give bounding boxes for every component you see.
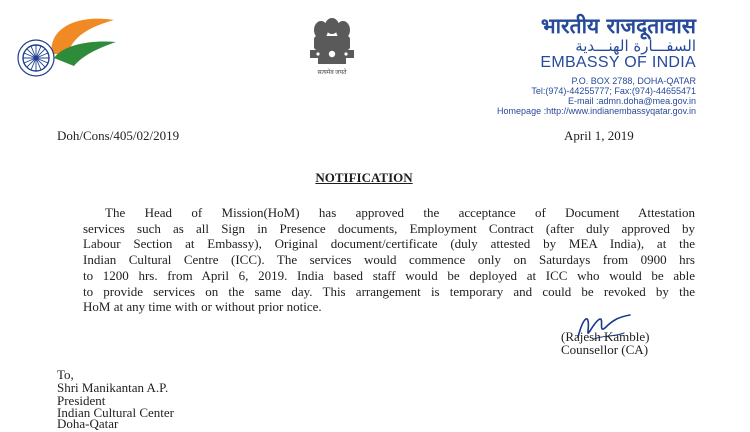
signatory-name: (Rajesh Kamble) xyxy=(561,329,650,344)
embassy-name-english: EMBASSY OF INDIA xyxy=(540,54,696,71)
letter-date: April 1, 2019 xyxy=(564,128,634,143)
embassy-tel-fax: Tel:(974)-44255777; Fax:(974)-44655471 xyxy=(531,86,696,96)
signatory-title: Counsellor (CA) xyxy=(561,342,649,357)
notification-title: NOTIFICATION xyxy=(315,170,413,185)
embassy-address: P.O. BOX 2788, DOHA-QATAR xyxy=(571,76,696,86)
to-label: To, xyxy=(57,367,74,382)
embassy-email[interactable]: E-mail :admn.doha@mea.gov.in xyxy=(567,96,696,106)
embassy-homepage[interactable]: Homepage :http://www.indianembassyqatar.gov.in xyxy=(497,106,696,116)
embassy-name-hindi: भारतीय राजदूतावास xyxy=(540,14,696,38)
body-line: services such as all Sign in Presence documents, Employment Contract (after duly approved by xyxy=(83,220,695,236)
body-line: The Head of Mission(HoM) has approved the acceptance of Document Attestation xyxy=(105,205,695,220)
emblem-motto: सत्यमेव जयते xyxy=(317,70,347,76)
addressee-line: Indian Cultural Center xyxy=(57,405,174,420)
freedom-logo xyxy=(8,14,124,82)
addressee-line: Shri Manikantan A.P. xyxy=(57,380,169,395)
addressee-line: President xyxy=(57,393,106,408)
body-line: to provide services on the same day. This arrangement is temporary and could be revoked by the xyxy=(83,283,695,299)
body-line: HoM at any time with or without prior notice. xyxy=(83,299,322,315)
body-line: Labour Section at Embassy), Original document/certificate (duly attested by MEA India), at the xyxy=(83,236,695,252)
reference-number: Doh/Cons/405/02/2019 xyxy=(57,128,180,143)
addressee-line: Doha-Qatar xyxy=(57,416,119,431)
body-line: to 1200 hrs. from April 6, 2019. India based staff would be deployed at ICC who would be able xyxy=(83,267,695,283)
body-line: Indian Cultural Centre (ICC). The services would commence only on Saturdays from 0900 hrs xyxy=(83,252,695,268)
national-emblem-icon xyxy=(300,16,364,68)
notification-body xyxy=(85,205,695,315)
embassy-name-arabic: السفـــارة الهنـــدية xyxy=(575,37,696,55)
